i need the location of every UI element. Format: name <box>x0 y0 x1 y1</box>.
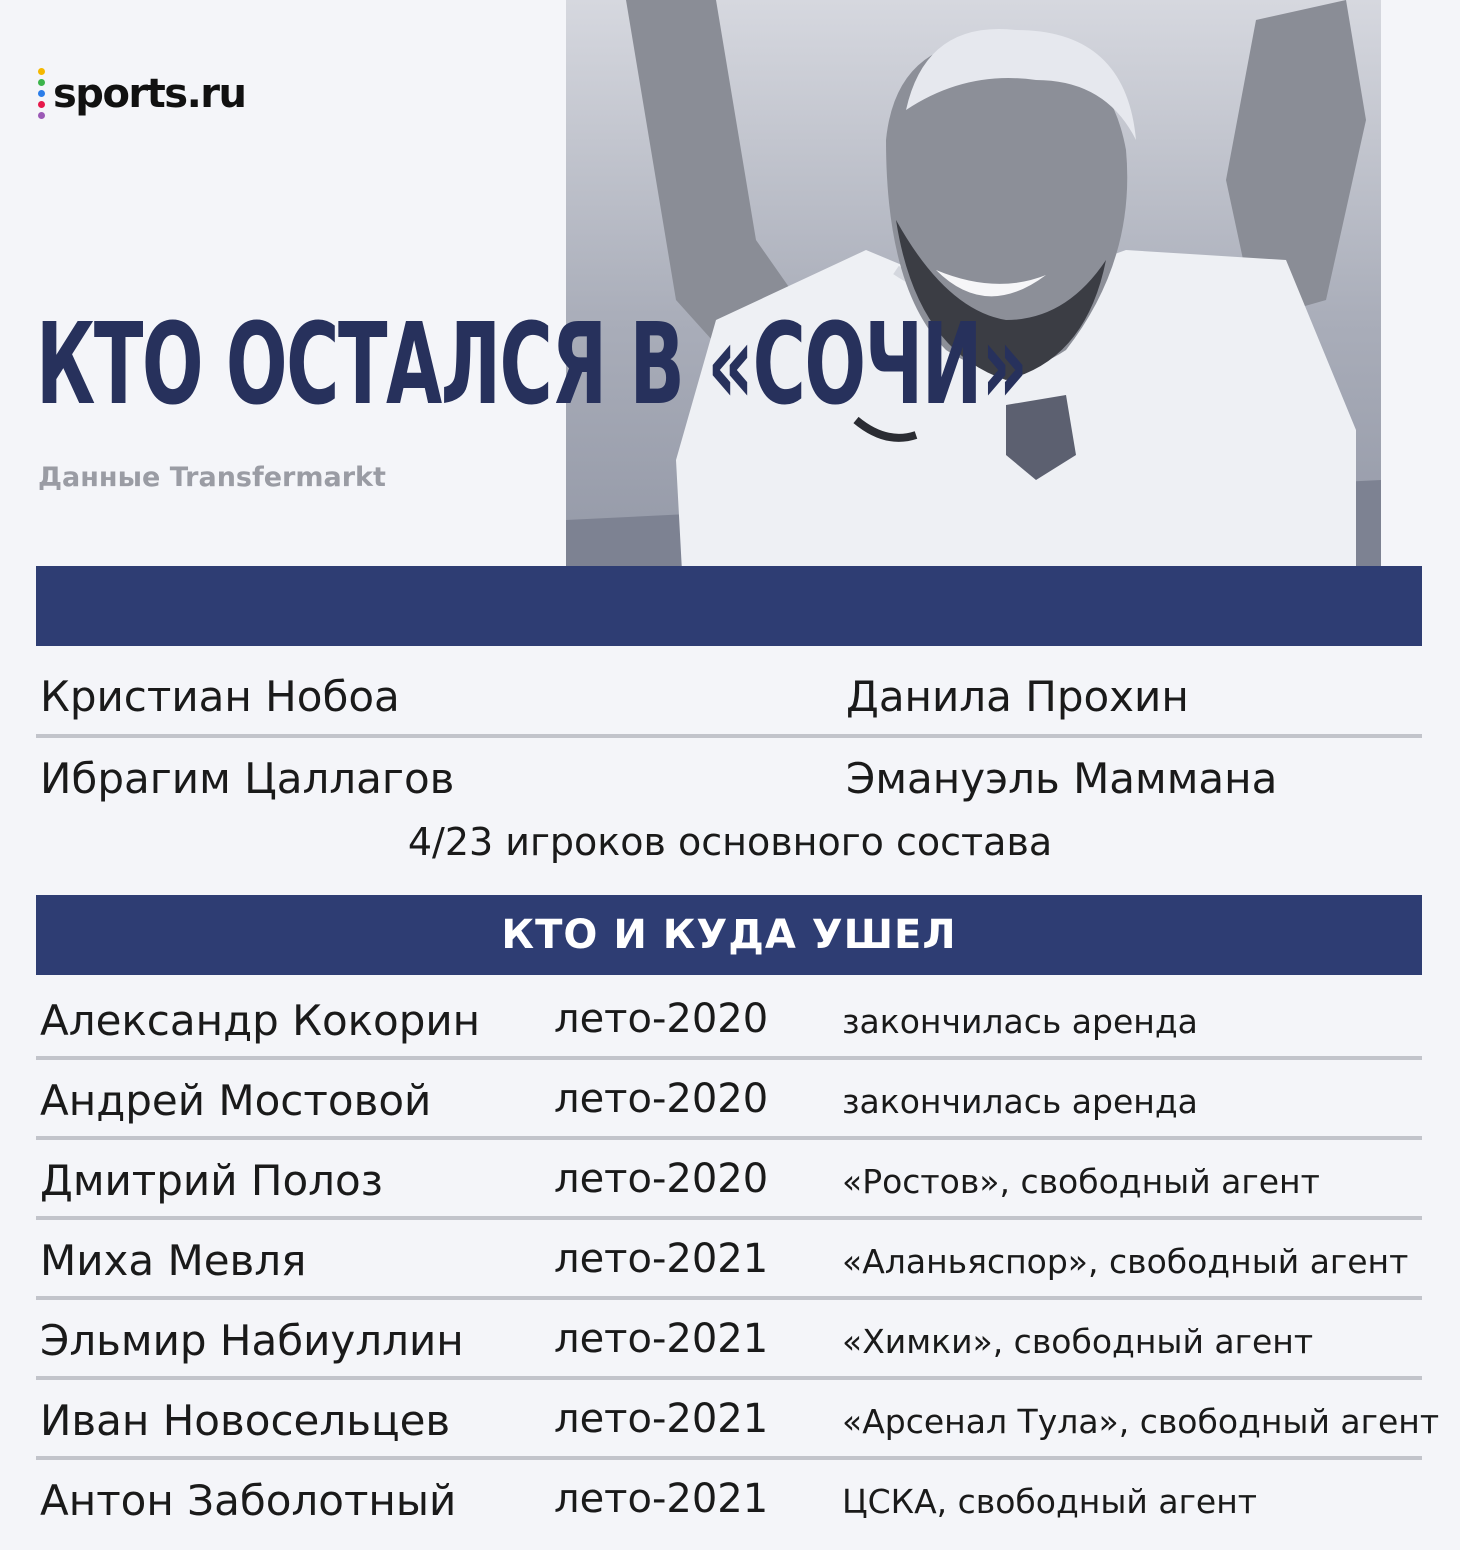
departure-player-name: Дмитрий Полоз <box>40 1156 384 1205</box>
stayed-player-name: Кристиан Нобоа <box>40 671 400 721</box>
stayed-summary: 4/23 игроков основного состава <box>407 820 1053 864</box>
departure-date: лето-2021 <box>554 1396 769 1442</box>
departure-player-name: Антон Заболотный <box>40 1476 457 1525</box>
sports-ru-logo <box>38 68 245 119</box>
departure-destination: «Аланьяспор», свободный агент <box>842 1242 1409 1281</box>
stayed-player-name: Данила Прохин <box>846 671 1189 721</box>
departure-row <box>36 1220 1422 1300</box>
page-title: КТО ОСТАЛСЯ В «СОЧИ» <box>36 300 1027 430</box>
departure-destination: «Арсенал Тула», свободный агент <box>842 1402 1440 1441</box>
stayed-player-name: Ибрагим Цаллагов <box>40 753 455 803</box>
departure-date: лето-2021 <box>554 1236 769 1282</box>
departure-player-name: Андрей Мостовой <box>40 1076 432 1125</box>
departure-row <box>36 1460 1422 1536</box>
departure-destination: «Химки», свободный агент <box>842 1322 1314 1361</box>
data-source-note: Данные Transfermarkt <box>38 462 386 493</box>
departure-destination: ЦСКА, свободный агент <box>842 1482 1258 1521</box>
stayed-header-band <box>36 566 1422 646</box>
departure-date: лето-2020 <box>554 1156 769 1202</box>
departure-destination: «Ростов», свободный агент <box>842 1162 1320 1201</box>
departures-header-band: КТО И КУДА УШЕЛ <box>36 895 1422 975</box>
departure-destination: закончилась аренда <box>842 1002 1198 1041</box>
departure-destination: закончилась аренда <box>842 1082 1198 1121</box>
departure-row <box>36 1300 1422 1380</box>
departure-row <box>36 1380 1440 1460</box>
stayed-row <box>36 738 1422 818</box>
departure-player-name: Иван Новосельцев <box>40 1396 451 1445</box>
departure-row <box>36 1060 1422 1140</box>
departure-date: лето-2021 <box>554 1476 769 1522</box>
departure-player-name: Александр Кокорин <box>40 996 481 1045</box>
departure-date: лето-2020 <box>554 996 769 1042</box>
stayed-player-name: Эмануэль Маммана <box>846 753 1278 803</box>
departure-player-name: Миха Мевля <box>40 1236 307 1285</box>
departure-row <box>36 1140 1422 1220</box>
departure-player-name: Эльмир Набиуллин <box>40 1316 464 1365</box>
departure-date: лето-2021 <box>554 1316 769 1362</box>
stayed-row <box>36 658 1422 738</box>
logo-text: sports.ru <box>53 70 246 117</box>
departure-date: лето-2020 <box>554 1076 769 1122</box>
logo-dots-icon <box>38 68 45 119</box>
departure-row <box>36 980 1422 1060</box>
